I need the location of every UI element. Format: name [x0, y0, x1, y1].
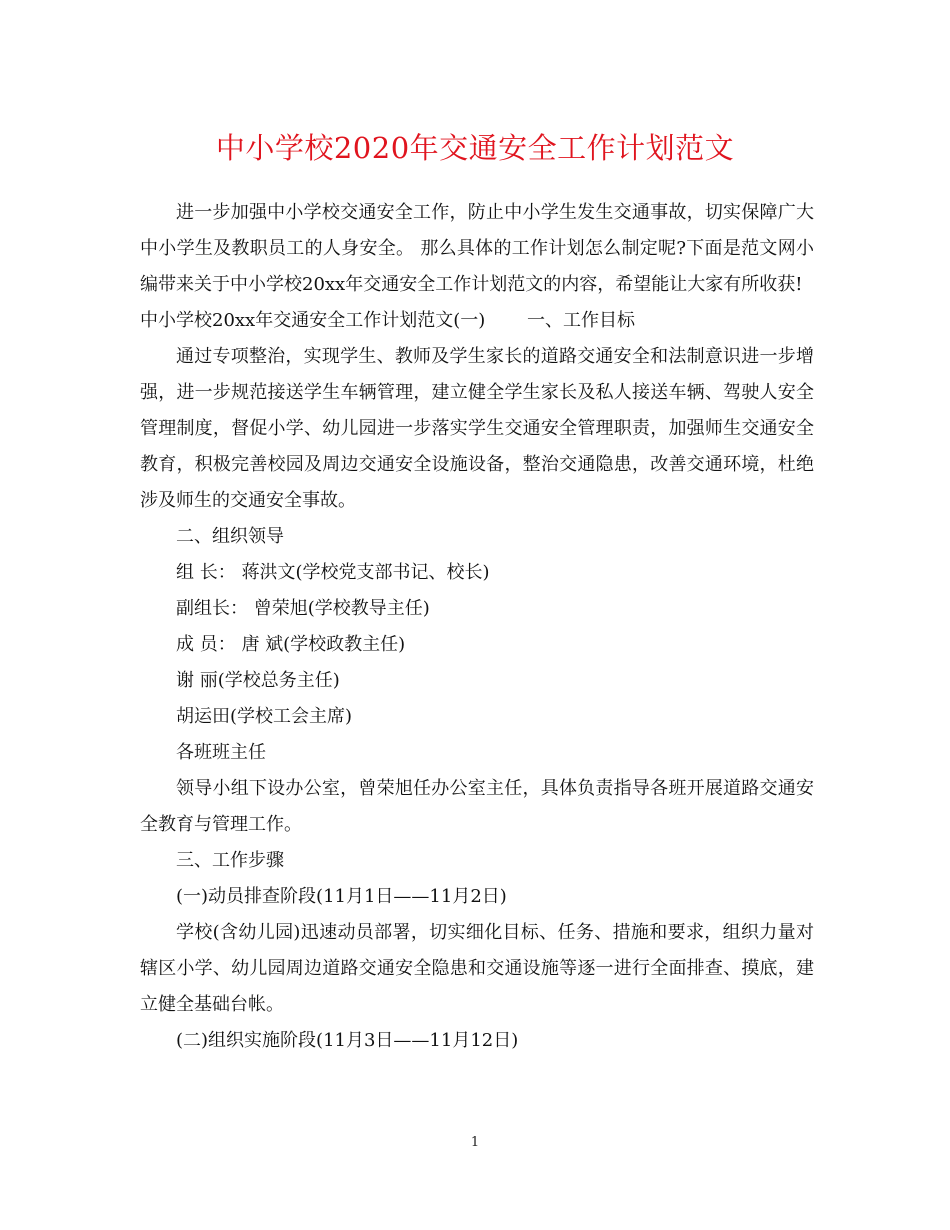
page-title: 中小学校2020年交通安全工作计划范文 [215, 131, 735, 165]
paragraph-deputy-leader: 副组长： 曾荣旭(学校教导主任) [176, 598, 430, 619]
paragraph-leader: 组 长： 蒋洪文(学校党支部书记、校长) [176, 562, 490, 583]
paragraph-member-3: 胡运田(学校工会主席) [176, 706, 353, 727]
paragraph-section-heading: 中小学校20xx年交通安全工作计划范文(一) 一、工作目标 [140, 310, 635, 331]
paragraph-step-1-detail: 学校(含幼儿园)迅速动员部署，切实细化目标、任务、措施和要求，组织力量对辖区小学、幼儿园周边道路交通安全隐患和交通设施等逐一进行全面排查、摸底，建立健全基础台帐。 [140, 922, 814, 1015]
paragraph-heading-steps: 三、工作步骤 [176, 850, 284, 871]
page-number: 1 [470, 1135, 480, 1150]
paragraph-step-1: (一)动员排查阶段(11月1日——11月2日) [176, 886, 507, 907]
paragraph-member-2: 谢 丽(学校总务主任) [176, 670, 340, 691]
paragraph-step-2: (二)组织实施阶段(11月3日——11月12日) [176, 1030, 519, 1051]
paragraph-heading-organization: 二、组织领导 [176, 526, 284, 547]
paragraph-office: 领导小组下设办公室，曾荣旭任办公室主任，具体负责指导各班开展道路交通安全教育与管理工作。 [140, 778, 814, 835]
document-body [140, 195, 814, 1059]
paragraph-goals: 通过专项整治，实现学生、教师及学生家长的道路交通安全和法制意识进一步增强，进一步规范接送学生车辆管理，建立健全学生家长及私人接送车辆、驾驶人安全管理制度，督促小学、幼儿园进一步落实学生交通安全管理职责，加强师生交通安全教育，积极完善校园及周边交通安全设施设备，整治交通隐患，改善交通环境，杜绝涉及师生的交通安全事故。 [140, 346, 814, 511]
paragraph-member-1: 成 员： 唐 斌(学校政教主任) [176, 634, 406, 655]
paragraph-intro: 进一步加强中小学校交通安全工作，防止中小学生发生交通事故，切实保障广大中小学生及教职员工的人身安全。 那么具体的工作计划怎么制定呢?下面是范文网小编带来关于中小学校20xx年交通安全工作计划范文的内容，希望能让大家有所收获! [140, 202, 814, 295]
paragraph-member-4: 各班班主任 [176, 742, 266, 763]
